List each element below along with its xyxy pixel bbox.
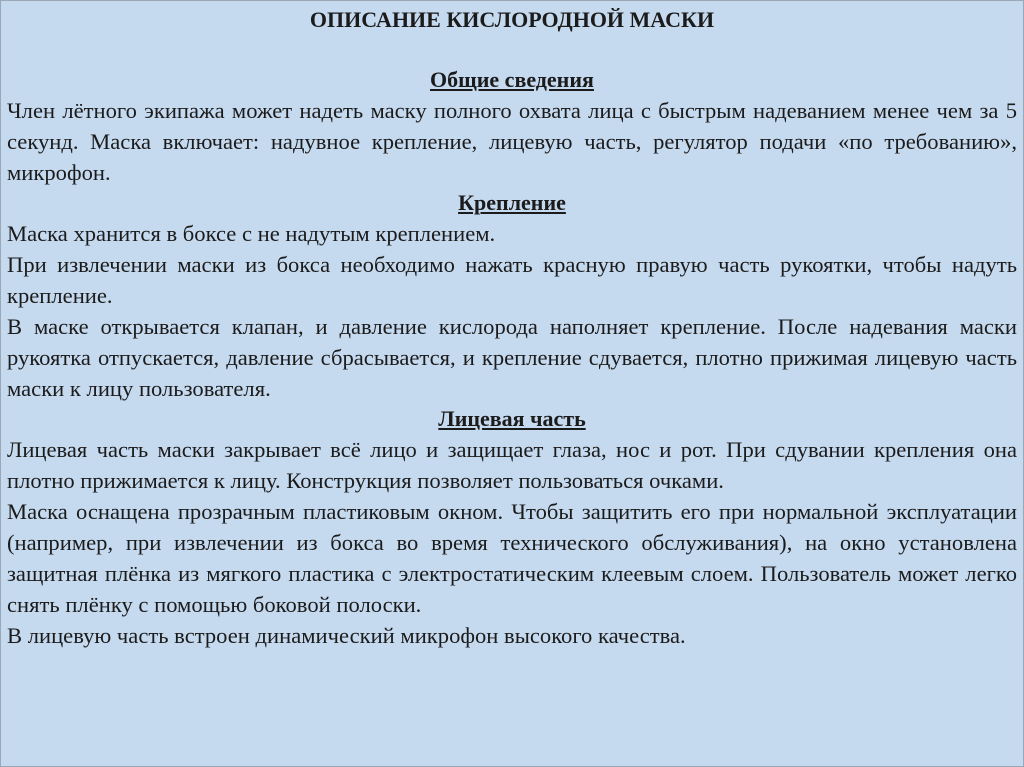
paragraph-mount-1: Маска хранится в боксе с не надутым креплением. [7, 221, 496, 246]
section-facepiece [7, 404, 1017, 651]
section-heading-general: Общие сведения [430, 67, 594, 92]
paragraph-general-1: Член лётного экипажа может надеть маску полного охвата лица с быстрым надеванием менее чем за 5 секунд. Маска включает: надувное крепление, лицевую часть, регулятор подачи «по требованию», микрофон. [7, 98, 1017, 185]
document-title: ОПИСАНИЕ КИСЛОРОДНОЙ МАСКИ [309, 7, 715, 32]
paragraph-facepiece-3: В лицевую часть встроен динамический микрофон высокого качества. [7, 623, 686, 648]
paragraph-facepiece-2: Маска оснащена прозрачным пластиковым окном. Чтобы защитить его при нормальной эксплуатации (например, при извлечении из бокса во время технического обслуживания), на окно установлена защитная плёнка из мягкого пластика с электростатическим клеевым слоем. Пользователь может легко снять плёнку с помощью боковой полоски. [7, 499, 1017, 617]
section-heading-mount: Крепление [458, 190, 566, 215]
section-mount [7, 188, 1017, 404]
slide-content [7, 1, 1017, 651]
paragraph-mount-3: В маске открывается клапан, и давление кислорода наполняет крепление. После надевания маски рукоятка отпускается, давление сбрасывается, и крепление сдувается, плотно прижимая лицевую часть маски к лицу пользователя. [7, 314, 1017, 401]
title-spacer [7, 37, 1017, 65]
paragraph-mount-2: При извлечении маски из бокса необходимо нажать красную правую часть рукоятки, чтобы надуть крепление. [7, 252, 1017, 308]
section-general [7, 65, 1017, 188]
section-heading-facepiece: Лицевая часть [438, 406, 586, 431]
paragraph-facepiece-1: Лицевая часть маски закрывает всё лицо и защищает глаза, нос и рот. При сдувании крепления она плотно прижимается к лицу. Конструкция позволяет пользоваться очками. [7, 437, 1017, 493]
